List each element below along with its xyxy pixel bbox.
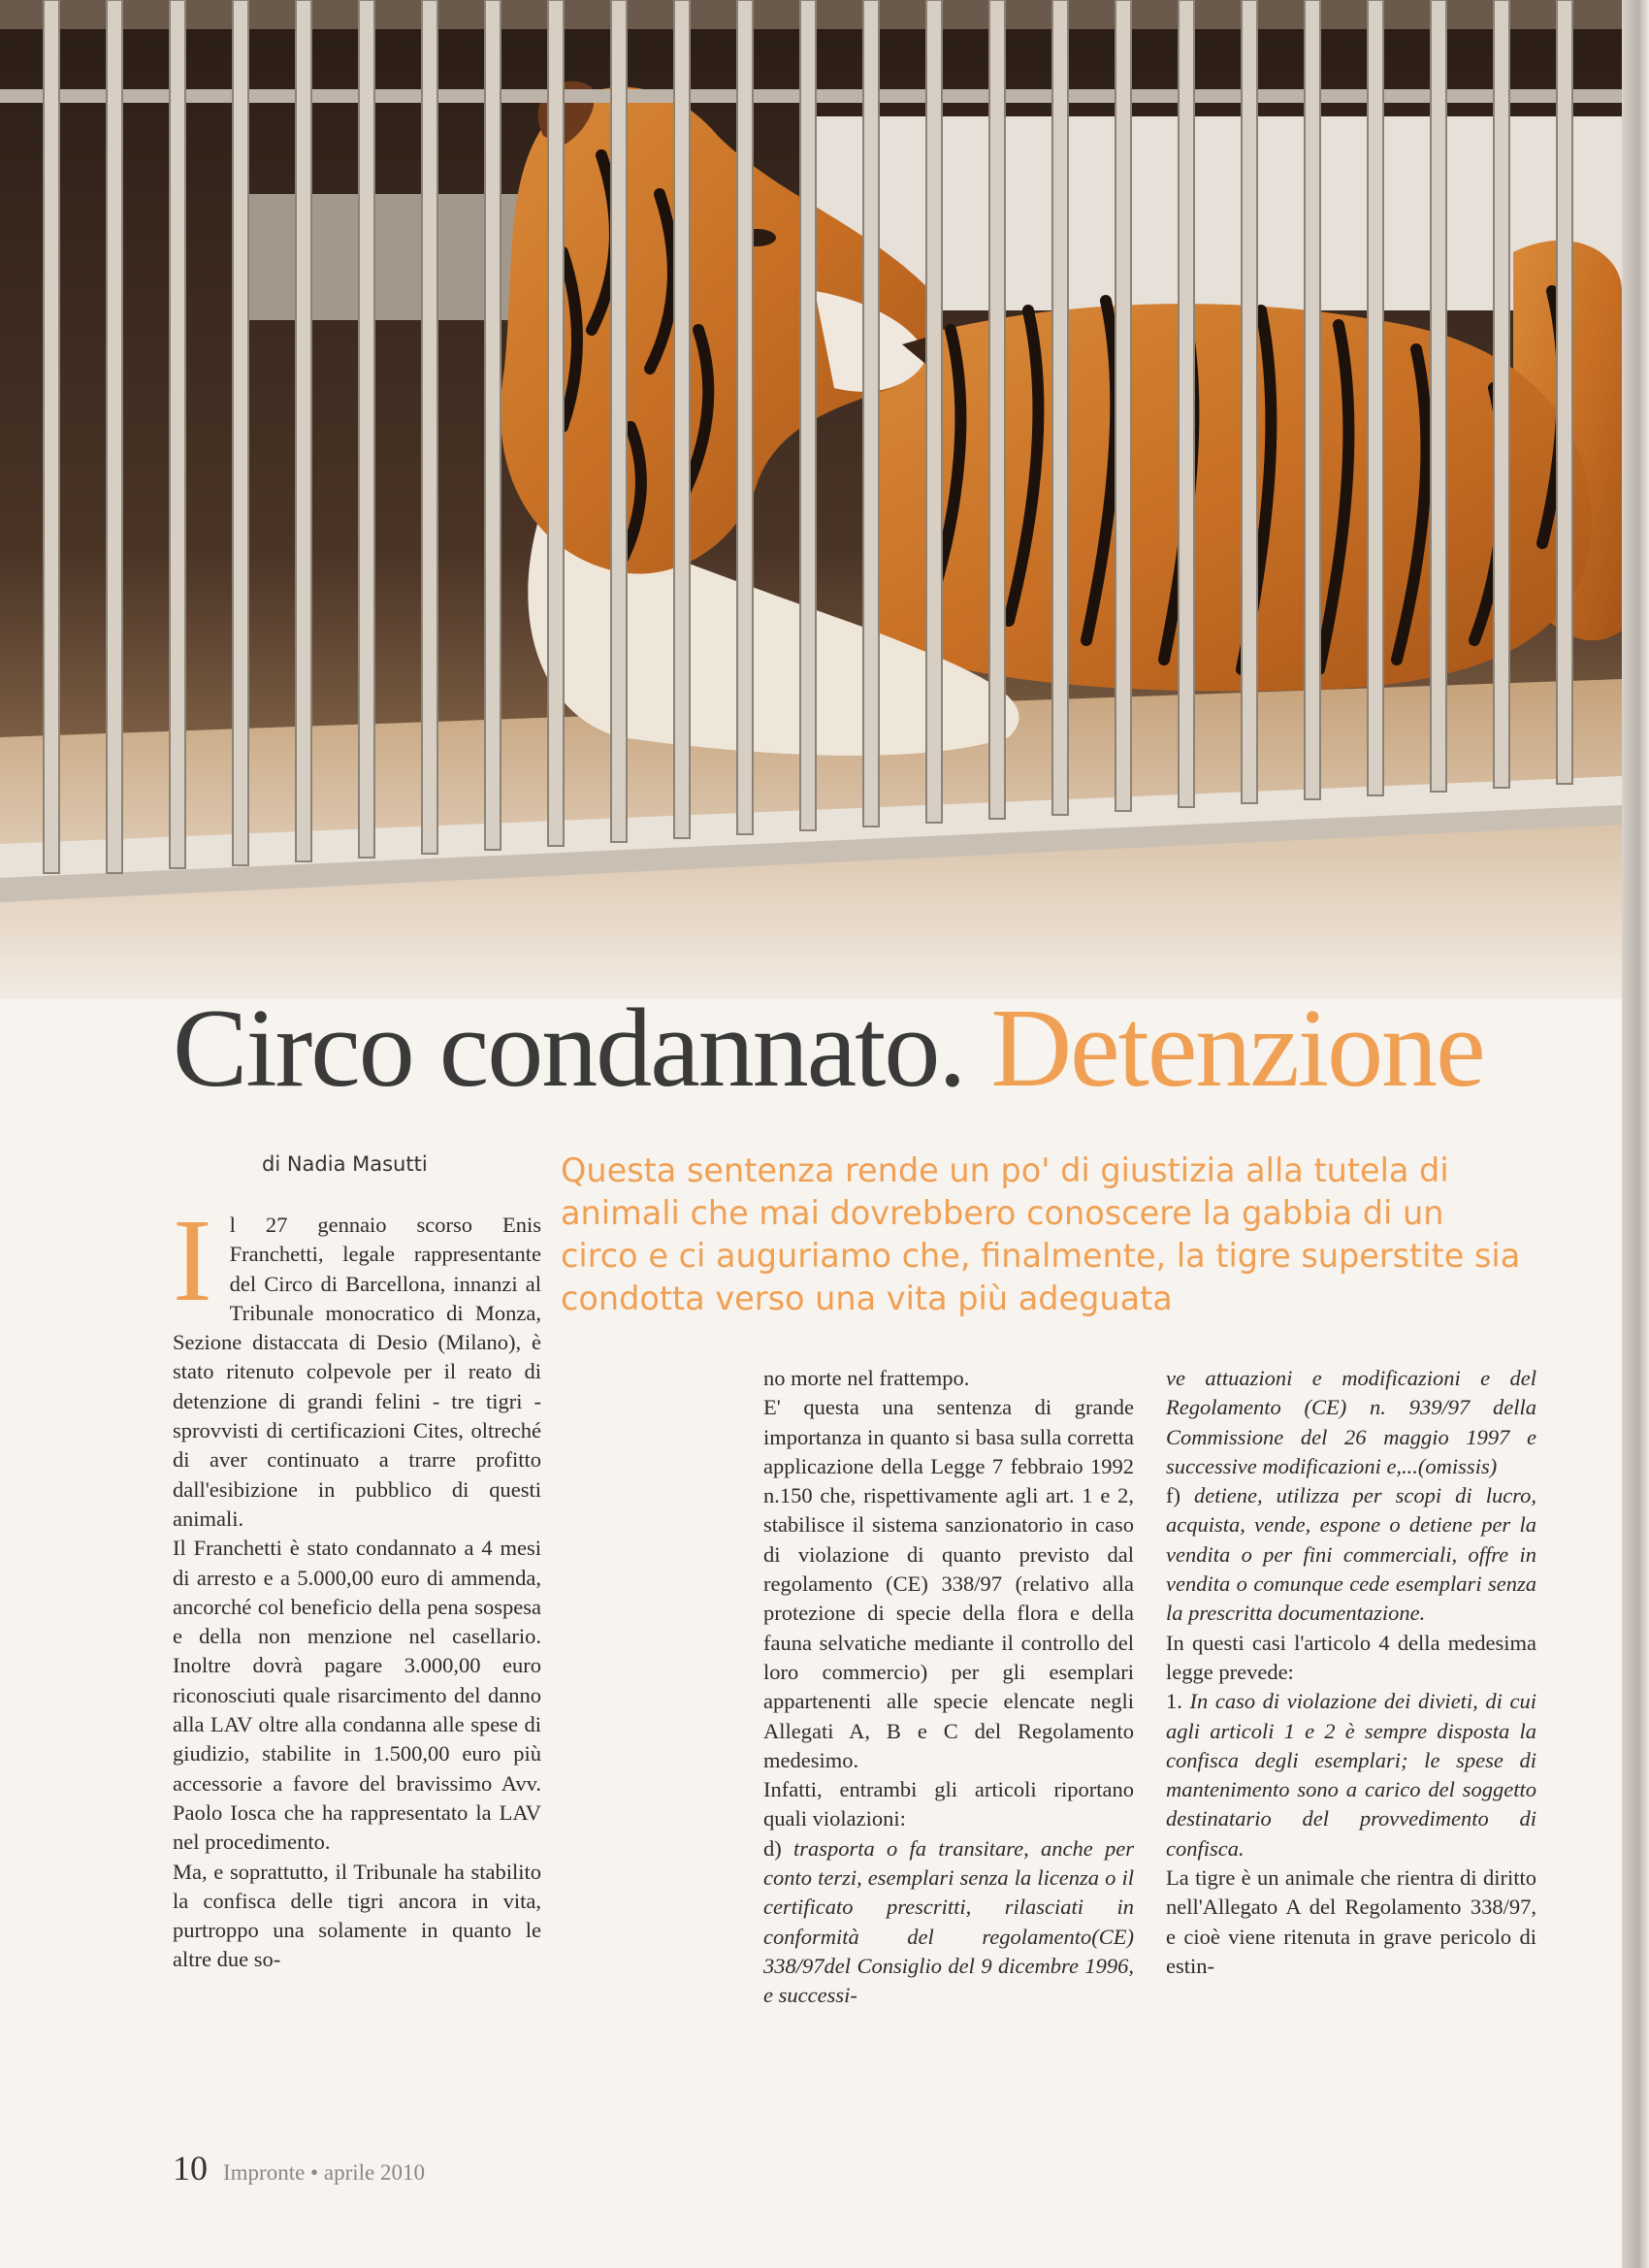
paragraph (173, 1195, 541, 1534)
quoted-law-text: In caso di violazione dei divieti, di cui agli articoli 1 e 2 è sempre disposta la confisca degli esemplari; le spese di mantenimento sono a carico del soggetto destinatario del provvedimento di confisca. (1166, 1689, 1536, 1861)
paragraph: Infatti, entrambi gli articoli riportano quali violazioni: (763, 1777, 1134, 1831)
text-column-3 (1166, 1364, 1536, 1981)
quoted-law-text: ve attuazioni e modificazioni e del Regolamento (CE) n. 939/97 della Commissione del 26 maggio 1997 e successive modificazioni e,...(omissis) (1166, 1366, 1536, 1478)
paragraph (763, 1834, 1134, 2011)
paragraph: In questi casi l'articolo 4 della medesima legge prevede: (1166, 1630, 1536, 1684)
paragraph: Ma, e soprattutto, il Tribunale ha stabilito la confisca delle tigri ancora in vita, purtroppo una solamente in quanto le altre due so- (173, 1859, 541, 1972)
title-part-1: Circo condannato. (173, 987, 965, 1111)
quoted-law-text: trasporta o fa transitare, anche per conto terzi, esemplari senza la licenza o il certificato prescritti, rilasciati in conformità del regolamento(CE) 338/97del Consiglio del 9 dicembre 1996, e successi- (763, 1835, 1134, 2008)
text-column-2 (763, 1364, 1134, 2011)
text-column-1 (173, 1195, 541, 1975)
magazine-issue: Impronte • aprile 2010 (223, 2160, 425, 2185)
article-title (173, 988, 1569, 1112)
paragraph: E' questa una sentenza di grande importanza in quanto si basa sulla corretta applicazione della Legge 7 febbraio 1992 n.150 che, rispettivamente agli art. 1 e 2, stabilisce il sistema sanzionatorio in caso di violazione di quanto previsto dal regolamento (CE) 338/97 (relativo alla protezione di specie della flora e della fauna selvatiche mediante il controllo del loro commercio) per gli esemplari appartenenti alle specie elencate negli Allegati A, B e C del Regolamento medesimo. (763, 1395, 1134, 1772)
list-marker: d) (763, 1835, 793, 1861)
page-footer (173, 2148, 425, 2188)
paragraph: La tigre è un animale che rientra di diritto nell'Allegato A del Regolamento 338/97, e cioè viene ritenuta in grave pericolo di estin- (1166, 1865, 1536, 1978)
paragraph-text: l 27 gennaio scorso Enis Franchetti, legale rappresentante del Circo di Barcellona, innanzi al Tribunale monocratico di Monza, Sezione distaccata di Desio (Milano), è stato ritenuto colpevole per il reato di detenzione di grandi felini - tre tigri - sprovvisti di certificazioni Cites, oltreché di aver continuato a trarre profitto dall'esibizione in pubblico di questi animali. (173, 1213, 541, 1531)
title-part-2: Detenzione (990, 987, 1484, 1111)
tiger-cage-photo (0, 0, 1622, 999)
list-marker: f) (1166, 1483, 1195, 1508)
byline: di Nadia Masutti (262, 1152, 428, 1176)
quoted-law-text: detiene, utilizza per scopi di lucro, acquista, vende, espone o detiene per la vendita o per fini commerciali, offre in vendita o comunque cede esemplari senza la prescritta documentazione. (1166, 1483, 1536, 1626)
paragraph: no morte nel frattempo. (763, 1366, 970, 1390)
paragraph (1166, 1481, 1536, 1628)
paragraph: Il Franchetti è stato condannato a 4 mesi di arresto e a 5.000,00 euro di ammenda, ancorché col beneficio della pena sospesa e della non menzione nel casellario. Inoltre dovrà pagare 3.000,00 euro riconosciuti quale risarcimento del danno alla LAV oltre alla condanna alle spese di giudizio, stabilite in 1.500,00 euro più accessorie a favore del bravissimo Avv. Paolo Iosca che ha rappresentato la LAV nel procedimento. (173, 1536, 541, 1855)
lead-paragraph: Questa sentenza rende un po' di giustizia alla tutela di animali che mai dovrebbero conoscere la gabbia di un circo e ci auguriamo che, finalmente, la tigre superstite sia condotta verso una vita più adeguata (561, 1151, 1521, 1317)
page-spine (1622, 0, 1649, 2268)
list-marker: 1. (1166, 1689, 1190, 1714)
drop-cap: I (173, 1195, 212, 1326)
page-number: 10 (173, 2149, 208, 2187)
paragraph (1166, 1687, 1536, 1863)
